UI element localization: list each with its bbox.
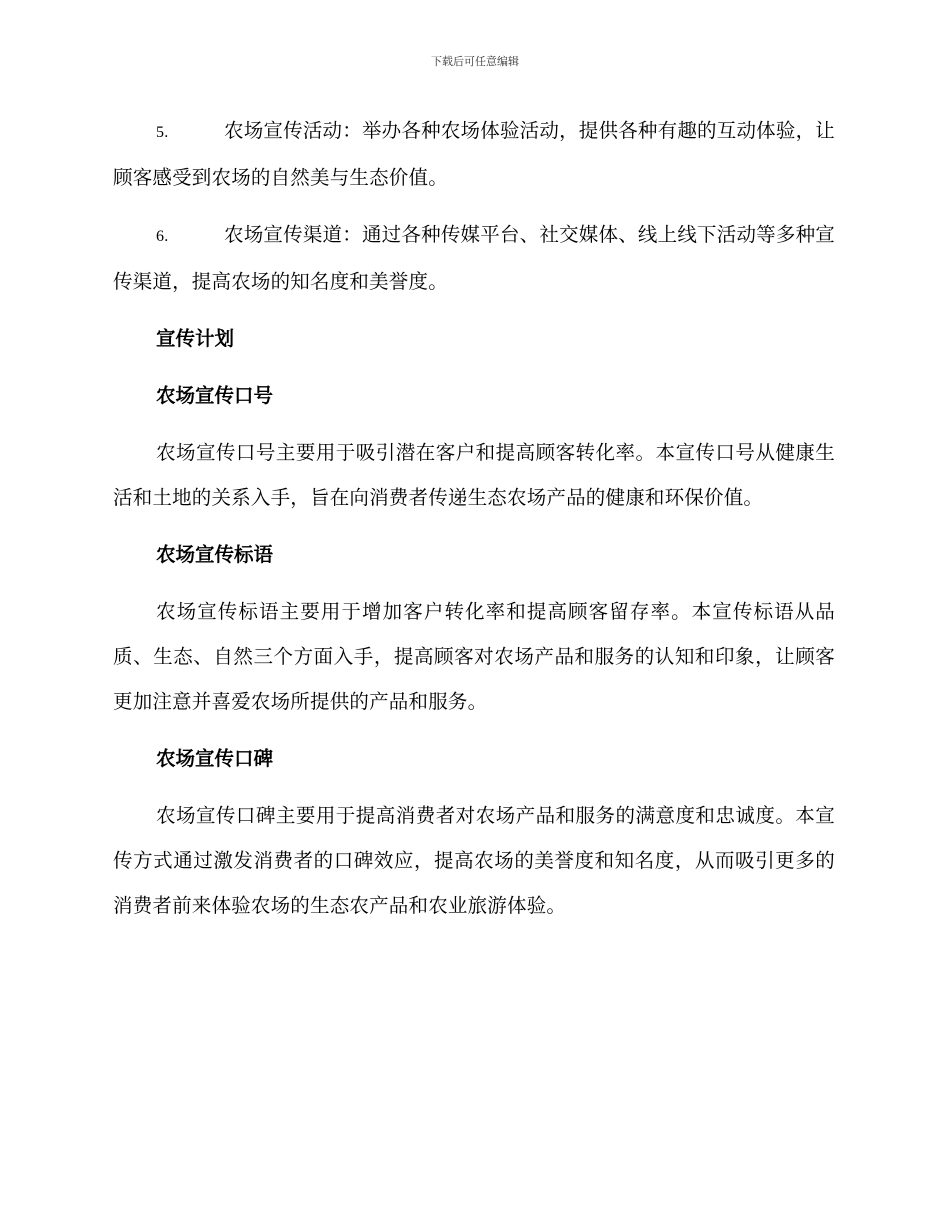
- section-title: 宣传计划: [156, 327, 235, 350]
- list-item: [113, 108, 835, 200]
- section-heading: 农场宣传口号: [156, 384, 274, 407]
- list-item: [113, 212, 835, 304]
- list-item-text: 农场宣传活动：举办各种农场体验活动，提供各种有趣的互动体验，让顾客感受到农场的自然美与生态价值。: [113, 119, 835, 189]
- section-paragraph: 农场宣传口碑主要用于提高消费者对农场产品和服务的满意度和忠诚度。本宣传方式通过激发消费者的口碑效应，提高农场的美誉度和知名度，从而吸引更多的消费者前来体验农场的生态农产品和农业旅游体验。: [113, 804, 835, 917]
- section-heading: 农场宣传口碑: [156, 747, 274, 770]
- section-heading: 农场宣传标语: [156, 543, 274, 566]
- document-body: [113, 108, 835, 940]
- list-item-number: 5.: [156, 124, 169, 141]
- section-paragraph: 农场宣传口号主要用于吸引潜在客户和提高顾客转化率。本宣传口号从健康生活和土地的关系入手，旨在向消费者传递生态农场产品的健康和环保价值。: [113, 441, 835, 509]
- page-header-note: 下载后可任意编辑: [431, 55, 519, 68]
- list-item-number: 6.: [156, 228, 169, 245]
- section-paragraph: 农场宣传标语主要用于增加客户转化率和提高顾客留存率。本宣传标语从品质、生态、自然三个方面入手，提高顾客对农场产品和服务的认知和印象，让顾客更加注意并喜爱农场所提供的产品和服务。: [113, 600, 835, 713]
- list-item-text: 农场宣传渠道：通过各种传媒平台、社交媒体、线上线下活动等多种宣传渠道，提高农场的知名度和美誉度。: [113, 223, 835, 293]
